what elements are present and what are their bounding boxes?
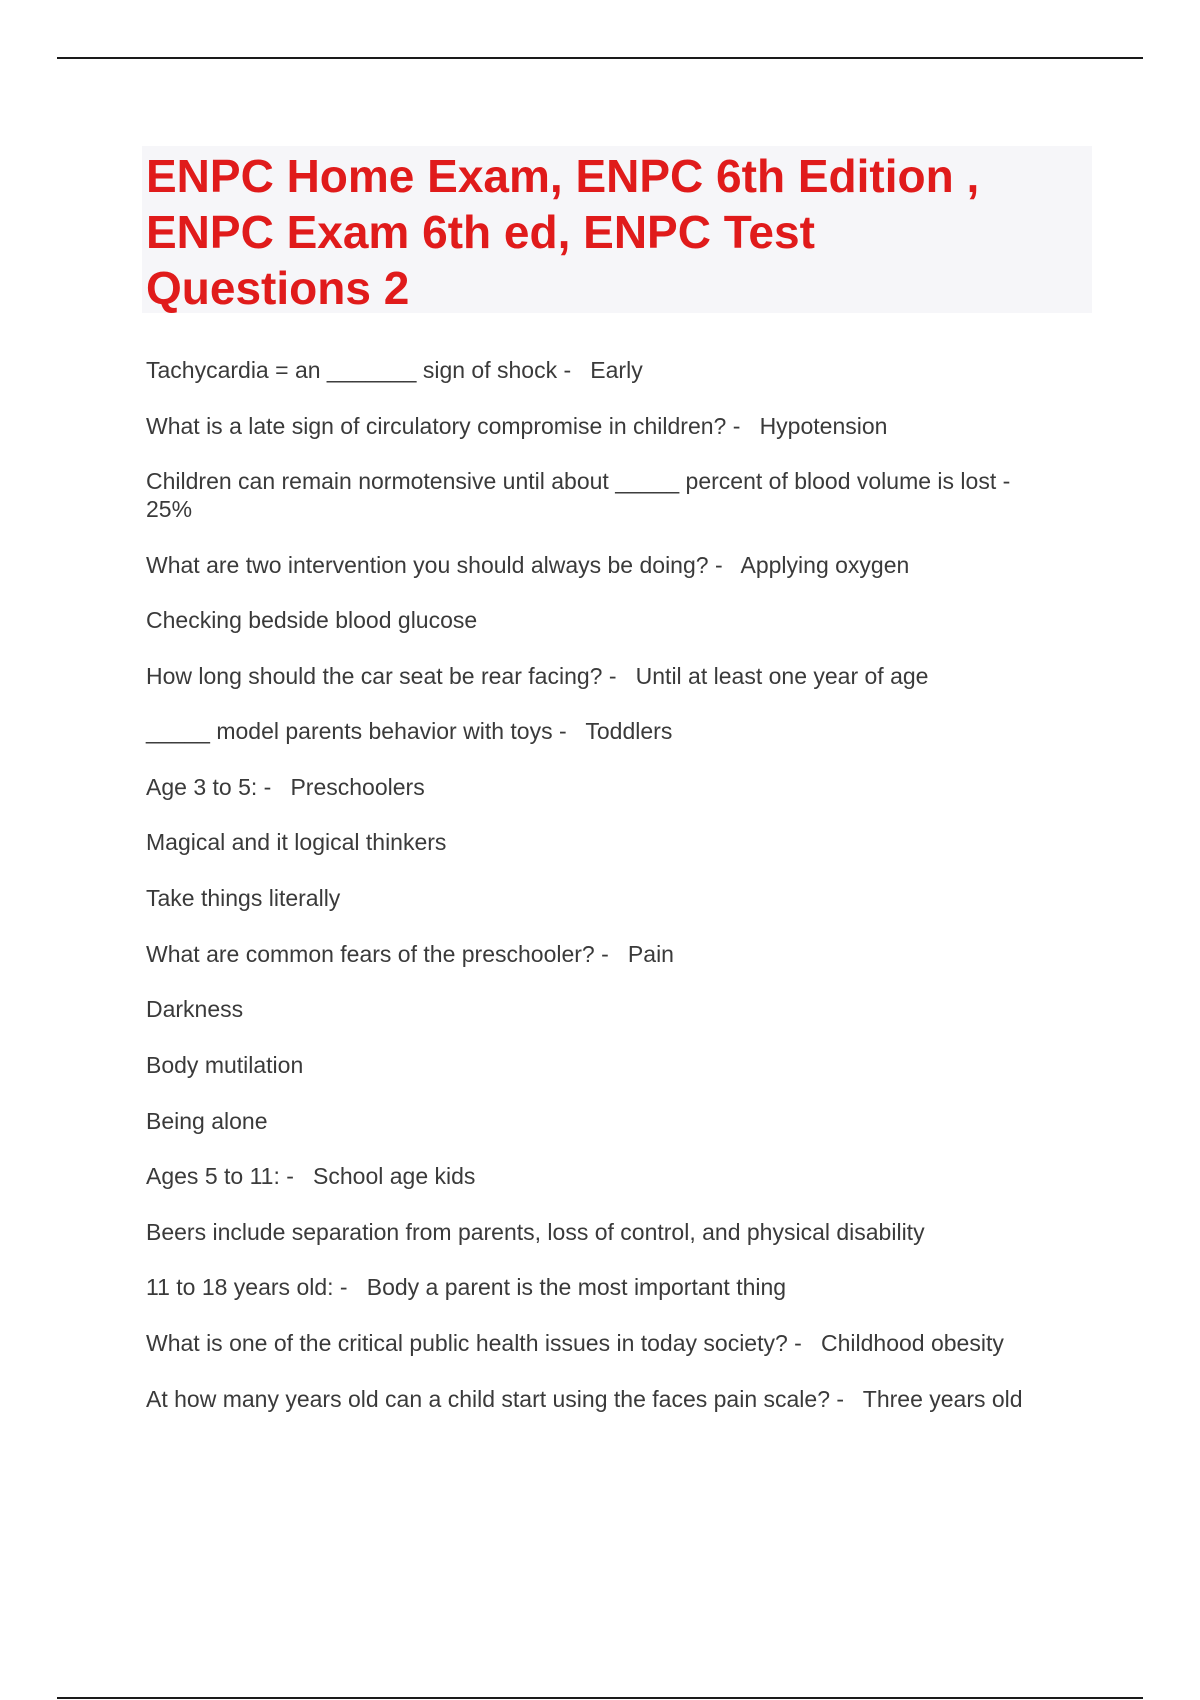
qa-item: What are common fears of the preschooler? - Pain (146, 941, 674, 967)
qa-item: What is one of the critical public health issues in today society? - Childhood obesity (146, 1330, 1004, 1356)
qa-item: Checking bedside blood glucose (146, 607, 478, 633)
top-rule (57, 57, 1143, 59)
qa-item: Being alone (146, 1108, 268, 1134)
qa-item: 11 to 18 years old: - Body a parent is the most important thing (146, 1274, 787, 1300)
qa-item: At how many years old can a child start using the faces pain scale? - Three years old (146, 1386, 1023, 1412)
qa-item: Age 3 to 5: - Preschoolers (146, 774, 425, 800)
qa-item: Magical and it logical thinkers (146, 829, 447, 855)
qa-item: Tachycardia = an _______ sign of shock - Early (146, 357, 643, 383)
qa-item: How long should the car seat be rear facing? - Until at least one year of age (146, 663, 929, 689)
qa-item: What is a late sign of circulatory compromise in children? - Hypotension (146, 413, 888, 439)
qa-item: Body mutilation (146, 1052, 304, 1078)
qa-item: Ages 5 to 11: - School age kids (146, 1163, 476, 1189)
bottom-rule (57, 1697, 1143, 1699)
qa-item: Darkness (146, 996, 244, 1022)
document-title: ENPC Home Exam, ENPC 6th Edition , ENPC Exam 6th ed, ENPC Test Questions 2 (146, 150, 980, 314)
qa-item: Children can remain normotensive until about _____ percent of blood volume is lost - 25% (146, 468, 1011, 522)
qa-item: What are two intervention you should always be doing? - Applying oxygen (146, 552, 910, 578)
qa-item: Beers include separation from parents, loss of control, and physical disability (146, 1219, 925, 1245)
qa-item: _____ model parents behavior with toys - Toddlers (146, 718, 673, 744)
title-banner (142, 146, 1092, 313)
qa-item: Take things literally (146, 885, 341, 911)
